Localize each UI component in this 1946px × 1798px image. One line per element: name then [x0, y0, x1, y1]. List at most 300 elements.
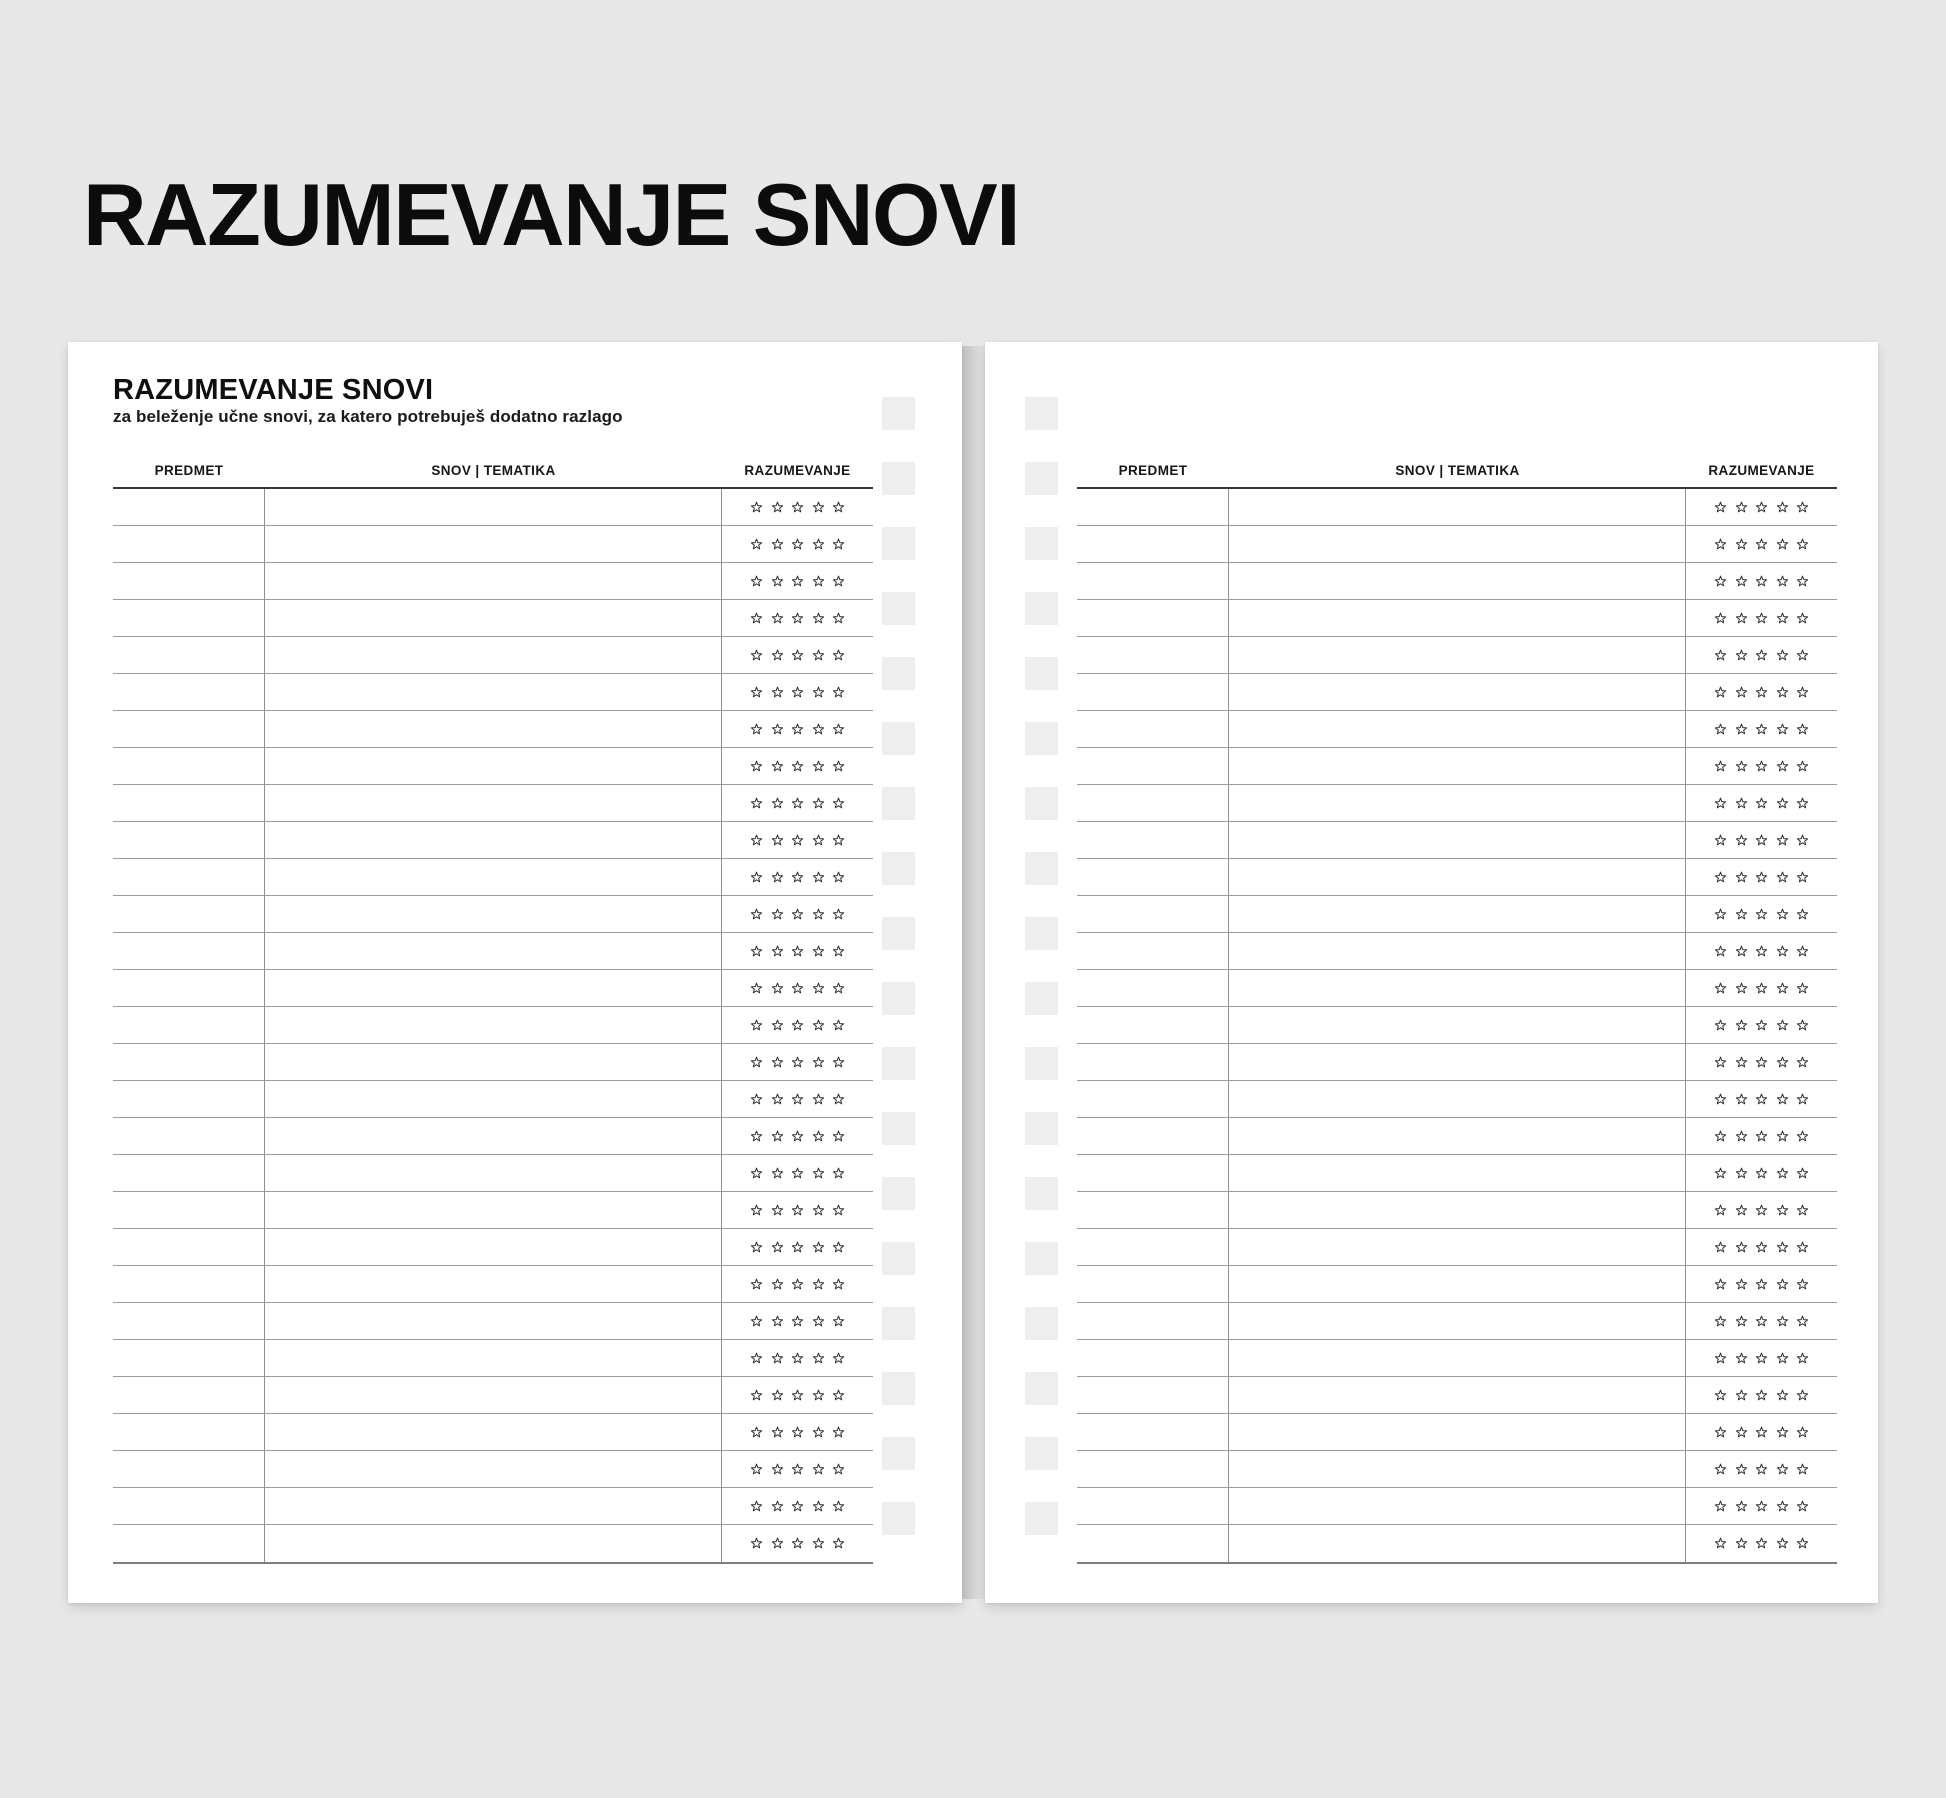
snov-tematika-cell: [1229, 1155, 1686, 1191]
table-row: [113, 933, 873, 970]
star-icon: [791, 1426, 804, 1439]
star-icon: [1714, 1463, 1727, 1476]
column-header-predmet: PREDMET: [154, 463, 224, 478]
star-icon: [812, 1463, 825, 1476]
star-icon: [1776, 834, 1789, 847]
star-icon: [1796, 908, 1809, 921]
star-icon: [1714, 1278, 1727, 1291]
star-icon: [812, 1056, 825, 1069]
star-icon: [1714, 1352, 1727, 1365]
star-icon: [791, 1463, 804, 1476]
star-icon: [771, 1278, 784, 1291]
star-icon: [791, 871, 804, 884]
star-icon: [1755, 1500, 1768, 1513]
predmet-cell: [113, 1155, 265, 1191]
binding-square: [1025, 397, 1058, 430]
star-icon: [771, 1130, 784, 1143]
predmet-cell: [113, 637, 265, 673]
star-icon: [832, 1093, 845, 1106]
star-rating: [722, 711, 873, 747]
predmet-cell: [1077, 1007, 1229, 1043]
table-row: [1077, 1525, 1837, 1562]
star-icon: [791, 1315, 804, 1328]
binding-square: [1025, 722, 1058, 755]
table-body: [1077, 487, 1837, 1564]
table-row: [113, 785, 873, 822]
star-icon: [771, 834, 784, 847]
predmet-cell: [113, 1451, 265, 1487]
star-icon: [750, 1204, 763, 1217]
star-icon: [750, 871, 763, 884]
snov-tematika-cell: [265, 1377, 722, 1413]
star-icon: [1735, 1204, 1748, 1217]
table-row: [1077, 637, 1837, 674]
binding-square: [1025, 1047, 1058, 1080]
star-icon: [1796, 1167, 1809, 1180]
star-icon: [832, 834, 845, 847]
table-row: [113, 1340, 873, 1377]
page-binding-shadow: [960, 346, 987, 1599]
predmet-cell: [113, 1192, 265, 1228]
predmet-cell: [113, 1340, 265, 1376]
star-icon: [771, 612, 784, 625]
star-icon: [1796, 1315, 1809, 1328]
star-icon: [750, 612, 763, 625]
star-icon: [1796, 538, 1809, 551]
star-icon: [1776, 649, 1789, 662]
main-title: RAZUMEVANJE SNOVI: [83, 165, 1020, 264]
star-icon: [832, 1167, 845, 1180]
star-icon: [1755, 1019, 1768, 1032]
star-rating: [1686, 1229, 1837, 1265]
star-icon: [1755, 908, 1768, 921]
star-icon: [1714, 834, 1727, 847]
table-row: [1077, 1007, 1837, 1044]
page-left: [68, 342, 962, 1603]
star-icon: [1796, 760, 1809, 773]
star-rating: [1686, 1414, 1837, 1450]
star-icon: [832, 1463, 845, 1476]
predmet-cell: [1077, 711, 1229, 747]
star-rating: [722, 637, 873, 673]
star-rating: [1686, 1340, 1837, 1376]
table-row: [1077, 1377, 1837, 1414]
star-icon: [1735, 1315, 1748, 1328]
table-row: [1077, 970, 1837, 1007]
star-icon: [791, 501, 804, 514]
star-icon: [1796, 982, 1809, 995]
column-header-razumevanje: RAZUMEVANJE: [744, 463, 851, 478]
star-icon: [1796, 1278, 1809, 1291]
binding-square: [1025, 527, 1058, 560]
star-icon: [1776, 1019, 1789, 1032]
predmet-cell: [113, 1118, 265, 1154]
table-row: [113, 1303, 873, 1340]
table-row: [113, 711, 873, 748]
star-icon: [1776, 1426, 1789, 1439]
star-icon: [1714, 1389, 1727, 1402]
star-icon: [1714, 1093, 1727, 1106]
star-icon: [771, 1500, 784, 1513]
snov-tematika-cell: [265, 785, 722, 821]
predmet-cell: [1077, 1340, 1229, 1376]
star-rating: [722, 563, 873, 599]
table-row: [1077, 785, 1837, 822]
star-rating: [1686, 1081, 1837, 1117]
star-icon: [1714, 1315, 1727, 1328]
star-icon: [1714, 501, 1727, 514]
table-row: [1077, 489, 1837, 526]
table-row: [1077, 1488, 1837, 1525]
page-right: [985, 342, 1878, 1603]
star-icon: [791, 1056, 804, 1069]
predmet-cell: [1077, 1044, 1229, 1080]
star-icon: [1714, 908, 1727, 921]
star-rating: [1686, 785, 1837, 821]
star-rating: [1686, 1266, 1837, 1302]
table-row: [1077, 933, 1837, 970]
star-icon: [750, 686, 763, 699]
snov-tematika-cell: [1229, 1340, 1686, 1376]
star-icon: [791, 1204, 804, 1217]
star-icon: [1776, 501, 1789, 514]
star-icon: [1796, 1130, 1809, 1143]
binding-square: [882, 1502, 915, 1535]
predmet-cell: [1077, 600, 1229, 636]
star-icon: [1735, 1093, 1748, 1106]
star-icon: [812, 982, 825, 995]
star-icon: [750, 1130, 763, 1143]
star-icon: [771, 1019, 784, 1032]
table-row: [113, 822, 873, 859]
star-icon: [1755, 1130, 1768, 1143]
page-subtitle: za beleženje učne snovi, za katero potrebuješ dodatno razlago: [113, 407, 623, 426]
star-rating: [722, 1525, 873, 1562]
star-icon: [832, 982, 845, 995]
binding-square: [882, 722, 915, 755]
predmet-cell: [113, 970, 265, 1006]
star-icon: [791, 1167, 804, 1180]
table-row: [113, 1118, 873, 1155]
star-icon: [1735, 1500, 1748, 1513]
binding-square: [882, 1242, 915, 1275]
star-icon: [1776, 612, 1789, 625]
table-row: [1077, 859, 1837, 896]
predmet-cell: [113, 489, 265, 525]
understanding-table: [113, 462, 873, 1564]
star-icon: [1796, 797, 1809, 810]
star-icon: [812, 1278, 825, 1291]
star-icon: [1755, 1056, 1768, 1069]
star-icon: [1796, 871, 1809, 884]
star-icon: [1776, 871, 1789, 884]
binding-square: [1025, 462, 1058, 495]
star-icon: [771, 797, 784, 810]
snov-tematika-cell: [1229, 1118, 1686, 1154]
snov-tematika-cell: [1229, 563, 1686, 599]
binding-squares-column: [882, 397, 915, 1535]
predmet-cell: [113, 933, 265, 969]
star-icon: [1735, 908, 1748, 921]
star-rating: [722, 1377, 873, 1413]
table-row: [1077, 1414, 1837, 1451]
star-icon: [771, 1426, 784, 1439]
binding-square: [1025, 1242, 1058, 1275]
star-icon: [1755, 649, 1768, 662]
star-icon: [812, 612, 825, 625]
star-icon: [750, 834, 763, 847]
star-icon: [1755, 723, 1768, 736]
star-icon: [771, 538, 784, 551]
star-icon: [1735, 538, 1748, 551]
star-icon: [812, 1315, 825, 1328]
snov-tematika-cell: [265, 859, 722, 895]
star-icon: [832, 1352, 845, 1365]
star-icon: [1735, 1278, 1748, 1291]
star-icon: [1735, 1352, 1748, 1365]
star-rating: [722, 1340, 873, 1376]
star-icon: [1796, 1093, 1809, 1106]
predmet-cell: [1077, 1155, 1229, 1191]
snov-tematika-cell: [1229, 637, 1686, 673]
star-icon: [832, 1241, 845, 1254]
star-rating: [722, 933, 873, 969]
star-icon: [791, 612, 804, 625]
star-icon: [1735, 760, 1748, 773]
predmet-cell: [113, 563, 265, 599]
star-icon: [1714, 945, 1727, 958]
star-icon: [771, 1093, 784, 1106]
snov-tematika-cell: [1229, 896, 1686, 932]
star-icon: [1735, 1463, 1748, 1476]
star-icon: [832, 612, 845, 625]
star-icon: [1776, 1389, 1789, 1402]
predmet-cell: [113, 711, 265, 747]
star-icon: [1714, 1019, 1727, 1032]
predmet-cell: [1077, 1266, 1229, 1302]
snov-tematika-cell: [265, 1488, 722, 1524]
snov-tematika-cell: [1229, 489, 1686, 525]
star-icon: [1735, 982, 1748, 995]
star-icon: [812, 686, 825, 699]
star-icon: [750, 575, 763, 588]
snov-tematika-cell: [265, 1192, 722, 1228]
star-icon: [750, 1167, 763, 1180]
star-icon: [1776, 1315, 1789, 1328]
predmet-cell: [113, 1266, 265, 1302]
star-icon: [832, 1130, 845, 1143]
star-icon: [812, 1426, 825, 1439]
table-row: [113, 1525, 873, 1562]
star-icon: [1776, 1204, 1789, 1217]
star-icon: [750, 908, 763, 921]
predmet-cell: [113, 1377, 265, 1413]
star-icon: [1796, 686, 1809, 699]
star-icon: [1714, 538, 1727, 551]
star-icon: [1776, 1056, 1789, 1069]
star-rating: [1686, 1007, 1837, 1043]
star-icon: [832, 1315, 845, 1328]
predmet-cell: [1077, 1229, 1229, 1265]
star-icon: [771, 686, 784, 699]
star-icon: [771, 1463, 784, 1476]
star-icon: [812, 1204, 825, 1217]
binding-squares-column: [1025, 397, 1058, 1535]
binding-square: [882, 787, 915, 820]
star-rating: [722, 600, 873, 636]
snov-tematika-cell: [1229, 1192, 1686, 1228]
binding-square: [882, 462, 915, 495]
snov-tematika-cell: [1229, 1488, 1686, 1524]
star-icon: [832, 723, 845, 736]
star-icon: [1796, 1426, 1809, 1439]
star-icon: [750, 501, 763, 514]
table-row: [113, 1266, 873, 1303]
star-rating: [1686, 526, 1837, 562]
star-icon: [791, 1278, 804, 1291]
star-icon: [1755, 538, 1768, 551]
star-icon: [791, 686, 804, 699]
star-icon: [1755, 1241, 1768, 1254]
star-icon: [771, 982, 784, 995]
star-icon: [750, 1056, 763, 1069]
snov-tematika-cell: [1229, 859, 1686, 895]
star-icon: [791, 1389, 804, 1402]
predmet-cell: [1077, 1303, 1229, 1339]
star-icon: [812, 1241, 825, 1254]
star-icon: [812, 1167, 825, 1180]
table-row: [1077, 600, 1837, 637]
predmet-cell: [113, 1044, 265, 1080]
star-icon: [1714, 1167, 1727, 1180]
star-icon: [1796, 1241, 1809, 1254]
star-icon: [1776, 723, 1789, 736]
table-row: [113, 1081, 873, 1118]
star-icon: [1735, 945, 1748, 958]
table-row: [113, 970, 873, 1007]
understanding-table: [1077, 462, 1837, 1564]
predmet-cell: [113, 1488, 265, 1524]
binding-square: [882, 1437, 915, 1470]
star-icon: [1714, 1204, 1727, 1217]
star-icon: [1796, 612, 1809, 625]
snov-tematika-cell: [265, 748, 722, 784]
star-rating: [722, 1081, 873, 1117]
star-icon: [832, 1426, 845, 1439]
star-icon: [791, 1093, 804, 1106]
star-icon: [1755, 982, 1768, 995]
column-header-snov-tematika: SNOV | TEMATIKA: [431, 463, 556, 478]
table-row: [113, 600, 873, 637]
star-icon: [812, 797, 825, 810]
star-rating: [722, 1451, 873, 1487]
star-rating: [722, 748, 873, 784]
table-body: [113, 487, 873, 1564]
snov-tematika-cell: [1229, 1303, 1686, 1339]
table-row: [113, 1007, 873, 1044]
binding-square: [1025, 982, 1058, 1015]
star-rating: [1686, 822, 1837, 858]
table-row: [1077, 711, 1837, 748]
star-rating: [722, 822, 873, 858]
star-icon: [1755, 834, 1768, 847]
star-icon: [771, 945, 784, 958]
predmet-cell: [113, 1229, 265, 1265]
page-title: RAZUMEVANJE SNOVI: [113, 374, 434, 406]
snov-tematika-cell: [265, 526, 722, 562]
table-row: [113, 1192, 873, 1229]
star-icon: [832, 649, 845, 662]
star-icon: [1714, 612, 1727, 625]
table-row: [1077, 1266, 1837, 1303]
star-icon: [1714, 982, 1727, 995]
star-rating: [722, 785, 873, 821]
predmet-cell: [1077, 970, 1229, 1006]
star-icon: [1796, 834, 1809, 847]
star-icon: [1735, 871, 1748, 884]
star-icon: [1735, 649, 1748, 662]
snov-tematika-cell: [265, 1451, 722, 1487]
predmet-cell: [113, 748, 265, 784]
star-icon: [832, 871, 845, 884]
table-row: [113, 1229, 873, 1266]
snov-tematika-cell: [1229, 1525, 1686, 1562]
star-rating: [1686, 970, 1837, 1006]
binding-square: [882, 1112, 915, 1145]
table-row: [1077, 526, 1837, 563]
snov-tematika-cell: [1229, 1081, 1686, 1117]
star-icon: [1796, 575, 1809, 588]
star-icon: [1796, 1537, 1809, 1550]
star-icon: [1755, 1315, 1768, 1328]
star-icon: [771, 871, 784, 884]
table-row: [1077, 896, 1837, 933]
star-icon: [1776, 908, 1789, 921]
snov-tematika-cell: [265, 674, 722, 710]
star-rating: [722, 1192, 873, 1228]
predmet-cell: [113, 1303, 265, 1339]
star-icon: [791, 1130, 804, 1143]
star-icon: [750, 1463, 763, 1476]
star-rating: [722, 489, 873, 525]
binding-square: [882, 1177, 915, 1210]
table-row: [1077, 563, 1837, 600]
star-rating: [722, 859, 873, 895]
table-row: [1077, 822, 1837, 859]
star-icon: [750, 982, 763, 995]
star-icon: [1755, 1204, 1768, 1217]
star-icon: [832, 1204, 845, 1217]
star-icon: [1755, 501, 1768, 514]
star-icon: [771, 575, 784, 588]
star-rating: [722, 970, 873, 1006]
star-icon: [1755, 1278, 1768, 1291]
predmet-cell: [113, 822, 265, 858]
star-rating: [722, 1118, 873, 1154]
snov-tematika-cell: [265, 1303, 722, 1339]
star-icon: [1714, 1426, 1727, 1439]
star-icon: [812, 908, 825, 921]
star-rating: [1686, 1192, 1837, 1228]
binding-square: [882, 852, 915, 885]
predmet-cell: [113, 526, 265, 562]
star-rating: [722, 1303, 873, 1339]
predmet-cell: [1077, 1192, 1229, 1228]
star-icon: [1735, 686, 1748, 699]
star-icon: [1755, 797, 1768, 810]
star-icon: [750, 1241, 763, 1254]
star-icon: [771, 1167, 784, 1180]
